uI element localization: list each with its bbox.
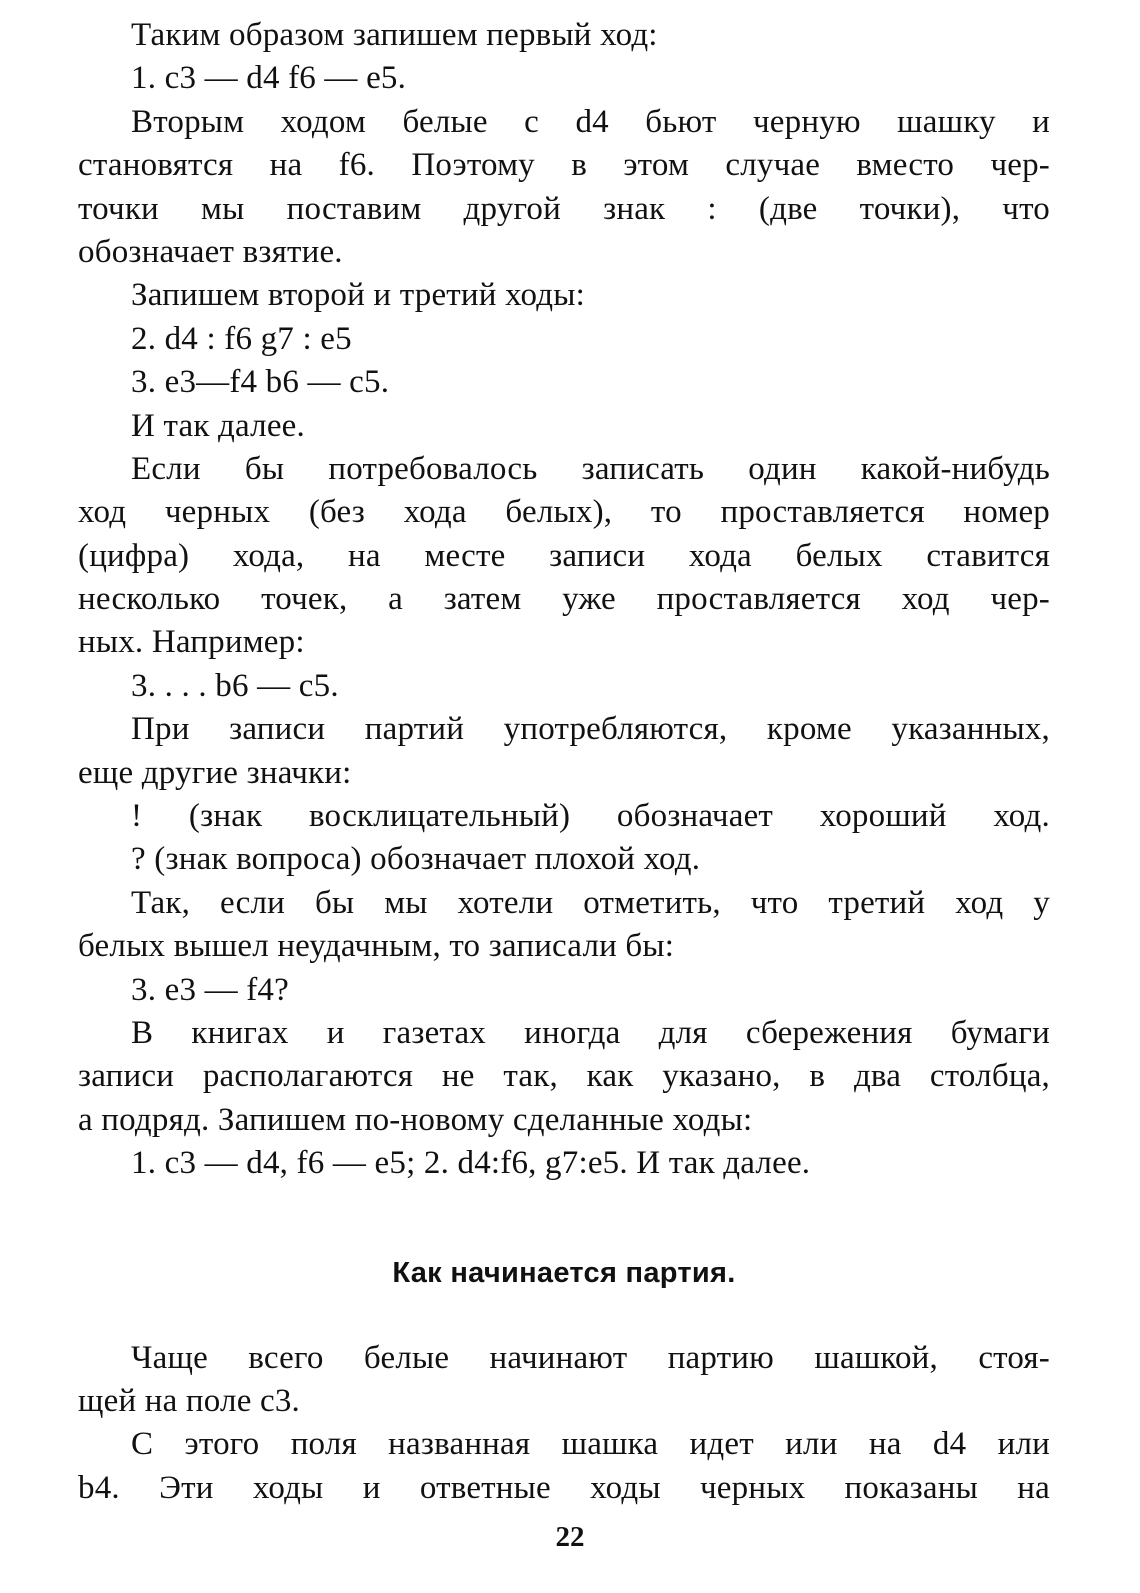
text-line: точки мы поставим другой знак : (две точки), что (78, 190, 1050, 227)
text-line: Если бы потребовалось записать один какой-нибудь (131, 450, 1050, 487)
text-line: 1. c3 — d4 f6 — e5. (131, 60, 407, 97)
text-line: несколько точек, а затем уже проставляется ход чер- (78, 581, 1050, 618)
text-line: ход черных (без хода белых), то проставляется номер (78, 494, 1050, 531)
body-text (78, 14, 1050, 1186)
text-line: В книгах и газетах иногда для сбережения бумаги (131, 1014, 1050, 1051)
text-line: 3. e3 — f4? (131, 971, 289, 1008)
section-spacer (78, 1186, 1050, 1252)
text-line: ных. Например: (78, 624, 305, 661)
section-text (78, 1337, 1050, 1511)
text-line: (цифра) хода, на месте записи хода белых ставится (78, 537, 1050, 574)
text-line: 1. c3 — d4, f6 — e5; 2. d4:f6, g7:e5. И так далее. (131, 1145, 811, 1182)
text-line: щей на поле c3. (78, 1382, 301, 1419)
text-line: 3. e3—f4 b6 — c5. (131, 364, 390, 401)
text-line: еще другие значки: (78, 754, 352, 791)
text-line: Вторым ходом белые с d4 бьют черную шашку и (131, 103, 1050, 140)
text-line: обозначает взятие. (78, 233, 343, 270)
text-line: С этого поля названная шашка идет или на d4 или (131, 1426, 1050, 1463)
text-line: b4. Эти ходы и ответные ходы черных показаны на (78, 1469, 1050, 1506)
text-line: белых вышел неудачным, то записали бы: (78, 928, 675, 965)
book-page (78, 14, 1050, 1510)
text-line: ? (знак вопроса) обозначает плохой ход. (131, 841, 701, 878)
text-line: Таким образом запишем первый ход: (131, 17, 658, 53)
text-line: Запишем второй и третий ходы: (131, 277, 586, 314)
section-heading: Как начинается партия. (392, 1256, 736, 1289)
page-number: 22 (555, 1521, 585, 1553)
text-line: И так далее. (131, 407, 305, 444)
text-line: 3. . . . b6 — c5. (131, 667, 339, 704)
text-line: а подряд. Запишем по-новому сделанные ходы: (78, 1101, 753, 1138)
text-line: Так, если бы мы хотели отметить, что третий ход у (131, 884, 1050, 921)
text-line: При записи партий употребляются, кроме указанных, (131, 711, 1050, 748)
text-line: становятся на f6. Поэтому в этом случае вместо чер- (78, 147, 1050, 184)
heading-spacer (78, 1295, 1050, 1337)
text-line: ! (знак восклицательный) обозначает хороший ход. (131, 798, 1050, 835)
text-line: 2. d4 : f6 g7 : e5 (131, 320, 352, 357)
text-line: Чаще всего белые начинают партию шашкой, стоя- (131, 1339, 1050, 1376)
text-line: записи располагаются не так, как указано, в два столбца, (78, 1058, 1050, 1095)
